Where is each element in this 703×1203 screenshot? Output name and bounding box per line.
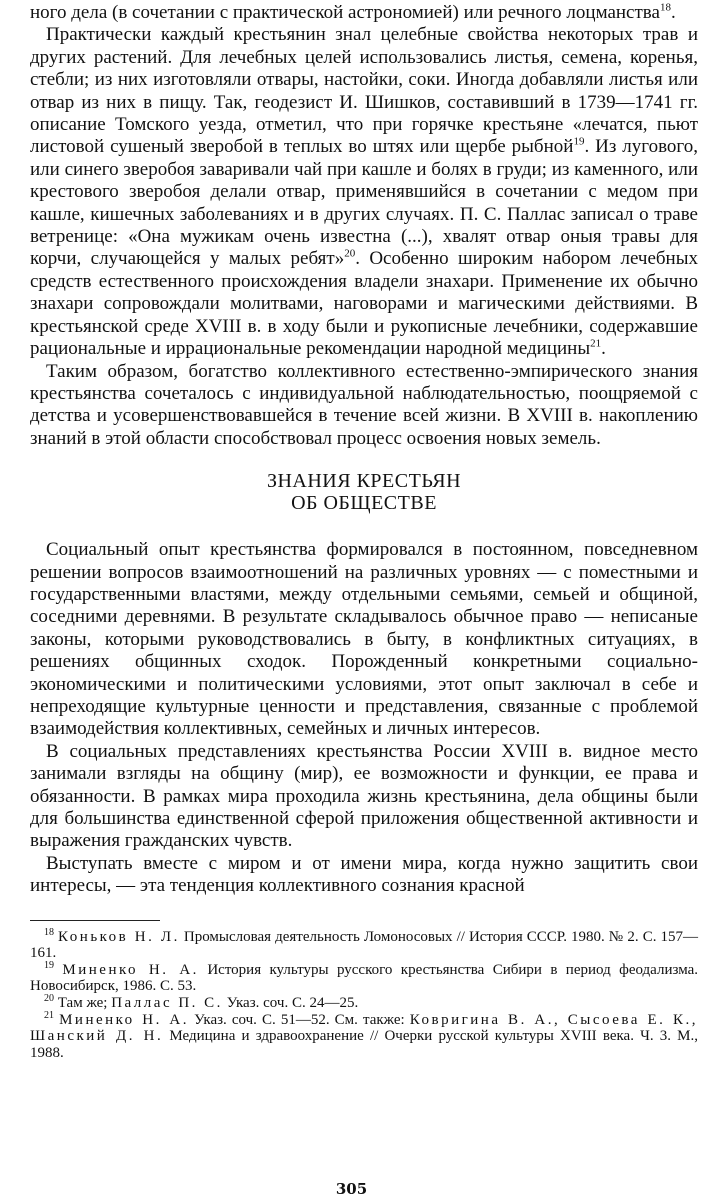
paragraph-text: .	[601, 338, 606, 360]
paragraph-summary: Таким образом, богатство коллективного естественно-эмпирического знания крестьянства сочеталось с индивидуальной наблюдательностью, поощряемой с детства и усовершенствовавшейся в течение всей жизни. В XVIII в. накоплению знаний в этой области способствовал процесс освоения новых земель.	[30, 360, 698, 449]
page-number: 305	[335, 1180, 368, 1198]
footnote-author: Ковригина В. А., Сысоева Е. К., Шанский Д. Н.	[30, 1011, 698, 1045]
footnote-author: Миненко Н. А.	[62, 961, 199, 978]
book-page	[30, 2, 698, 1061]
footnote-author: Паллас П. С.	[111, 995, 223, 1011]
footnote-text: История культуры русского крестьянства Сибири в период феодализма. Новосибирск, 1986. С. 53.	[30, 961, 698, 995]
footnote-ref-20: 20	[344, 248, 356, 261]
footnote-author: Коньков Н. Л.	[58, 928, 180, 945]
footnote-20	[30, 995, 698, 1012]
footnote-ref-19: 19	[573, 136, 585, 149]
footnote-text: Там же;	[54, 995, 112, 1011]
footnote-number: 21	[44, 1009, 54, 1021]
footnote-19	[30, 959, 698, 995]
section-heading	[30, 470, 698, 514]
paragraph-text: . Особенно широким набором лечебных средств естественного происхождения владели знахари. Применение их обычно знахари сопровождали молитвами, наговорами и магическими действиями. В крестьянской среде XVIII в. в ходу были и рукописные лечебники, содержавшие рациональные и иррациональные рекомендации народной медицины	[30, 248, 698, 360]
paragraph-collective-action: Выступать вместе с миром и от имени мира, когда нужно защитить свои интересы, — эта тенденция коллективного сознания красной	[30, 852, 698, 897]
paragraph-text: . Из лугового, или синего зверобоя заваривали чай при кашле и болях в груди; из каменного, или крестового зверобоя делали отвар, применявшийся в сочетании с медом при кашле, кишечных заболеваниях и в других случаях. П. С. Паллас записал о траве ветренице: «Она мужикам очень известна (...), хвалят отвар оныя травы для корчи, случающейся у малых ребят»	[30, 136, 698, 270]
footnote-text: Указ. соч. С. 51—52. См. также:	[189, 1011, 410, 1028]
footnote-ref-18: 18	[659, 1, 671, 14]
paragraph-continued	[30, 2, 698, 24]
paragraph-text: .	[670, 2, 676, 23]
footnote-number: 18	[44, 926, 54, 938]
footnote-number: 20	[44, 993, 54, 1004]
footnote-divider	[30, 920, 160, 921]
footnote-text: Медицина и здравоохранение // Очерки русской культуры XVIII века. Ч. 3. М., 1988.	[30, 1028, 699, 1061]
paragraph-text: ного дела (в сочетании с практической астрономией) или речного лоцманства	[30, 2, 660, 23]
footnote-text: Указ. соч. С. 24—25.	[222, 995, 359, 1011]
footnote-21	[30, 1009, 699, 1062]
footnote-number: 19	[44, 959, 54, 971]
footnote-18	[30, 926, 698, 962]
paragraph-healing-herbs	[30, 24, 698, 360]
section-heading-line-1: ЗНАНИЯ КРЕСТЬЯН	[266, 470, 462, 493]
footnote-ref-21: 21	[590, 337, 602, 350]
footnote-author: Миненко Н. А.	[59, 1011, 190, 1028]
paragraph-social-experience: Социальный опыт крестьянства формировался в постоянном, повседневном решении вопросов взаимоотношений на различных уровнях — с поместными и государственными властями, между отдельными семьями, семьей и общиной, соседними деревнями. В результате складывалось обычное право — неписаные законы, которыми руководствовались в быту, в конфликтных ситуациях, в решениях общинных сходок. Порожденный конкретными социально-экономическими и политическими условиями, этот опыт заключал в себе и непреходящие культурные ценности и представления, связанные с проблемой взаимодействия коллективных, семейных и личных интересов.	[30, 539, 698, 740]
paragraph-text: Практически каждый крестьянин знал целебные свойства некоторых трав и других растений. Для лечебных целей использовались листья, семена, коренья, стебли; из них изготовляли отвары, настойки, соки. Иногда добавляли листья или отвар из них в пищу. Так, геодезист И. Шишков, составивший в 1739—1741 гг. описание Томского уезда, отметил, что при горячке крестьяне «лечатся, пьют листовой сушеный зверобой в теплых во штях или щербе рыбной	[30, 24, 698, 158]
section-heading-line-2: ОБ ОБЩЕСТВЕ	[291, 492, 437, 515]
footnote-text: Промысловая деятельность Ломоносовых // История СССР. 1980. № 2. С. 157—161.	[30, 928, 698, 962]
paragraph-community-views: В социальных представлениях крестьянства России XVIII в. видное место занимали взгляды на общину (мир), ее возможности и функции, ее права и обязанности. В рамках мира проходила жизнь крестьянина, дела общины были для большинства единственной сферой приложения общественной активности и выражения гражданских чувств.	[30, 740, 698, 852]
